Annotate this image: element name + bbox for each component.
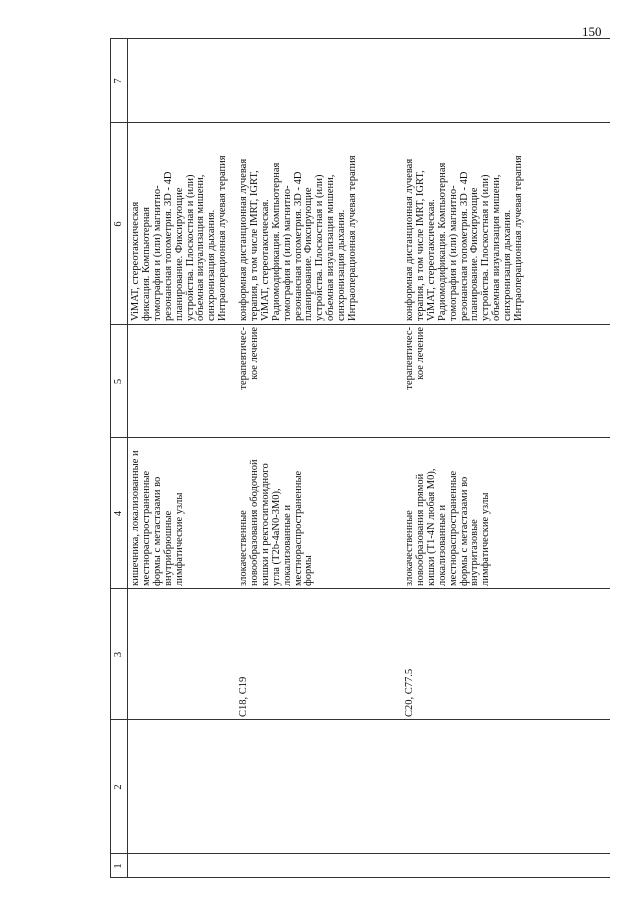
text-line: кое лечение [414, 327, 426, 380]
text-line: ViMAT, стереотаксическая. [259, 199, 271, 321]
text-line: синхронизация дыхания. [206, 209, 218, 321]
text-line: терапия, в том числе IMRT, IGRT, [248, 170, 260, 321]
text-line: злокачественные [404, 510, 415, 586]
diagnosis-cell [405, 440, 492, 586]
col-border [110, 877, 610, 878]
text-line: томография и (или) магнитно- [281, 185, 293, 321]
text-line: терапевтичес- [404, 327, 415, 390]
text-line: конформная дистанционная лучевая [238, 158, 249, 321]
text-line: Радиомодификация. Компьютерная [270, 162, 282, 321]
text-line: ViMAT, стереотаксическая [130, 201, 141, 321]
text-line: внутритазовые [469, 519, 481, 586]
text-line: объемная визуализация мишени, [325, 174, 337, 321]
text-line: устройства. Плоскостная и (или) [314, 174, 326, 321]
text-line: злокачественные [238, 510, 249, 586]
text-line: устройства. Плоскостная и (или) [184, 174, 196, 321]
icd-code-cell: C18, C19 [238, 676, 249, 717]
col-border [110, 588, 610, 589]
text-line: Интраоперационная лучевая терапия [217, 155, 229, 321]
text-line: местнораспространенные [292, 470, 304, 586]
page-number: 150 [582, 24, 602, 39]
rotated-table [110, 38, 610, 878]
column-number: 6 [113, 221, 124, 227]
method-cell [239, 125, 359, 321]
text-line: томография и (или) магнитно- [151, 185, 163, 321]
column-number: 4 [113, 510, 124, 517]
col-border [110, 324, 610, 325]
col-border [110, 122, 610, 123]
treatment-cell [405, 327, 427, 435]
text-line: конформная дистанционная лучевая [404, 158, 415, 321]
text-line: планирование. Фиксирующие [303, 187, 315, 321]
text-line: угла (T2b-4aN0-3M0), [270, 488, 282, 586]
method-cell [131, 125, 229, 321]
text-line: синхронизация дыхания. [502, 209, 514, 321]
text-line: синхронизация дыхания. [336, 209, 348, 321]
text-line: планирование. Фиксирующие [469, 187, 481, 321]
header-divider [127, 38, 128, 878]
text-line: фиксация. Компьютерная [140, 207, 152, 321]
text-line: местнораспространенные [140, 470, 152, 586]
text-line: формы с метастазами во [458, 476, 470, 586]
text-line: кое лечение [248, 327, 260, 380]
diagnosis-cell [131, 440, 186, 586]
text-line: планирование. Фиксирующие [173, 187, 185, 321]
col-border [110, 853, 610, 854]
diagnosis-cell [239, 440, 315, 586]
text-line: кишки (T1-4N любая M0), [425, 468, 437, 586]
text-line: кишечника, локализованные и [130, 450, 141, 586]
text-line: устройства. Плоскостная и (или) [480, 174, 492, 321]
text-line: терапия, в том числе IMRT, IGRT, [414, 170, 426, 321]
text-line: локализованные и [281, 504, 293, 586]
text-line: Радиомодификация. Компьютерная [436, 162, 448, 321]
column-number: 1 [113, 863, 124, 869]
col-border [110, 719, 610, 720]
text-line: Интраоперационная лучевая терапия [347, 155, 359, 321]
text-line: Интраоперационная лучевая терапия [513, 155, 525, 321]
text-line: резонансная топометрия. 3D - 4D [458, 171, 470, 321]
text-line: внутрибрюшные [162, 510, 174, 586]
col-border [110, 38, 610, 39]
column-number: 5 [113, 378, 124, 385]
text-line: кишки и ректосигмоидного [259, 463, 271, 586]
text-line: объемная визуализация мишени, [195, 174, 207, 321]
text-line: локализованные и [436, 504, 448, 586]
text-line: объемная визуализация мишени, [491, 174, 503, 321]
text-line: терапевтичес- [238, 327, 249, 390]
col-border [110, 437, 610, 438]
text-line: формы [303, 555, 315, 586]
text-line: новообразования ободочной [248, 459, 260, 586]
column-number: 2 [113, 784, 124, 790]
text-line: резонансная топометрия. 3D - 4D [292, 171, 304, 321]
text-line: новообразования прямой [414, 473, 426, 586]
text-line: формы с метастазами во [151, 476, 163, 586]
text-line: томография и (или) магнитно- [447, 185, 459, 321]
method-cell [405, 125, 525, 321]
text-line: ViMAT, стереотаксическая. [425, 199, 437, 321]
text-line: местнораспространенные [447, 470, 459, 586]
column-number: 7 [113, 78, 124, 84]
text-line: лимфатические узлы [173, 492, 185, 586]
icd-code-cell: C20, C77.5 [404, 668, 415, 717]
text-line: лимфатические узлы [480, 492, 492, 586]
treatment-cell [239, 327, 261, 435]
column-number: 3 [113, 651, 124, 658]
text-line: резонансная топометрия. 3D - 4D [162, 171, 174, 321]
